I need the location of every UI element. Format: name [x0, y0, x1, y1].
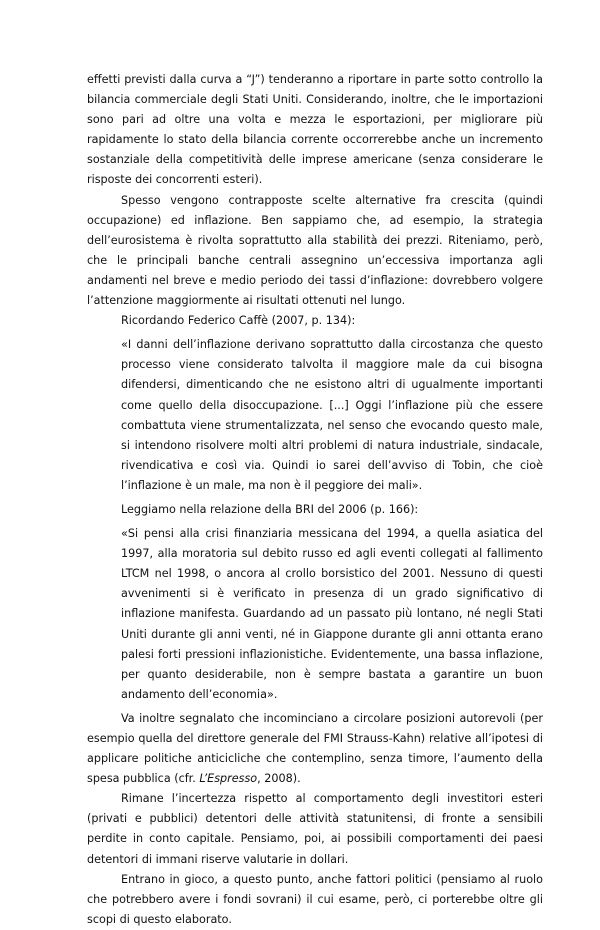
quote-intro-bri: Leggiamo nella relazione della BRI del 2006 (p. 166): [121, 502, 419, 516]
paragraph-5: Entrano in gioco, a questo punto, anche fattori politici (pensiamo al ruolo che potrebbero avere i fondi sovrani) il cui esame, però, ci porterebbe oltre gli scopi di questo elaborato. [87, 872, 543, 926]
paragraph-2: Spesso vengono contrapposte scelte alternative fra crescita (quindi occupazione) ed inflazione. Ben sappiamo che, ad esempio, la strategia dell’eurosistema è rivolta soprattutto alla stabilità dei prezzi. Riteniamo, però, che le principali banche centrali assegnino un’eccessiva importanza agli andamenti nel breve e medio periodo dei tassi d’inflazione: dovrebbero volgere l’attenzione maggiormente ai risultati ottenuti nel lungo. [87, 193, 543, 308]
block-quote-bri: «Si pensi alla crisi finanziaria messicana del 1994, a quella asiatica del 1997, alla moratoria sul debito russo ed agli eventi collegati al fallimento LTCM nel 1998, o ancora al crollo borsistico del 2001. Nessuno di questi avvenimenti si è verificato in presenza di un grado significativo di inflazione manifesta. Guardando ad un passato più lontano, né negli Stati Uniti durante gli anni venti, né in Giappone durante gli anni ottanta erano palesi forti pressioni inflazionistiche. Evidentemente, una bassa inflazione, per quanto desiderabile, non è sempre bastata a garantire un buon andamento dell’economia». [121, 527, 543, 701]
paragraph-3-end: , 2008). [257, 772, 301, 786]
quote-intro-caffe: Ricordando Federico Caffè (2007, p. 134): [121, 314, 356, 328]
body-text [87, 70, 543, 930]
paragraph-1: effetti previsti dalla curva a “J”) tenderanno a riportare in parte sotto controllo la bilancia commerciale degli Stati Uniti. Considerando, inoltre, che le importazioni sono pari ad oltre una volta e mezza le esportazioni, per migliorare più rapidamente lo stato della bilancia corrente occorrerebbe anche un incremento sostanziale della competitività delle imprese americane (senza considerare le risposte dei concorrenti esteri). [87, 73, 543, 187]
journal-title: L’Espresso [199, 772, 258, 786]
paragraph-3 [87, 709, 543, 789]
block-quote-caffe: «I danni dell’inflazione derivano soprattutto dalla circostanza che questo processo viene considerato talvolta il maggiore male da cui bisogna difendersi, dimenticando che ne esistono altri di ugualmente importanti come quello della disoccupazione. [...] Oggi l’inflazione più che essere combattuta viene strumentalizzata, nel senso che evocando questo male, si intendono risolvere molti altri problemi di natura industriale, sindacale, rivendicativa e così via. Quindi io sarei dell’avviso di Tobin, che cioè l’inflazione è un male, ma non è il peggiore dei mali». [121, 338, 543, 492]
paragraph-3-text: Va inoltre segnalato che incominciano a circolare posizioni autorevoli (per esempio quella del direttore generale del FMI Strauss-Kahn) relative all’ipotesi di applicare politiche anticicliche che contemplino, senza timore, l’aumento della spesa pubblica (cfr. [87, 711, 543, 786]
paragraph-4: Rimane l’incertezza rispetto al comportamento degli investitori esteri (privati e pubblici) detentori delle attività statunitensi, di fronte a sensibili perdite in conto capitale. Pensiamo, poi, ai possibili comportamenti dei paesi detentori di immani riserve valutarie in dollari. [87, 792, 543, 866]
